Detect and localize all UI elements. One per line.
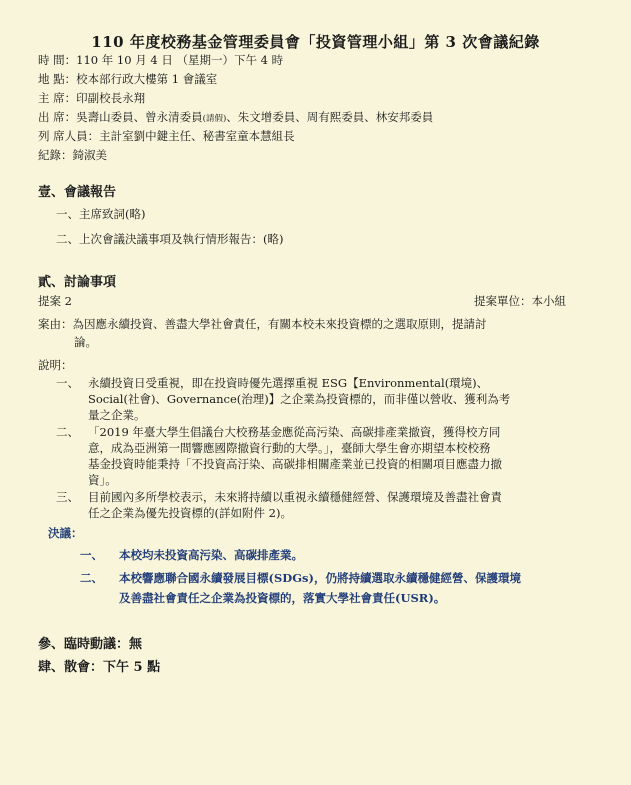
meeting-chair: 主 席：印副校長永翔 xyxy=(38,91,146,105)
resolution-line: 本校響應聯合國永續發展目標(SDGs)，仍將持續選取永續穩健經營、保護環境 xyxy=(119,571,521,585)
explanation-line: 資」。 xyxy=(88,473,117,487)
explanation-number: 一、 xyxy=(56,376,79,390)
explanation-line: 基金投資時能秉持「不投資高汙染、高碳排相關產業並已投資的相關項目應盡力撤 xyxy=(88,457,502,471)
explanation-label: 說明： xyxy=(38,358,73,372)
explanation-line: 「2019 年臺大學生倡議台大校務基金應從高污染、高碳排產業撤資，獲得校方同 xyxy=(88,425,501,439)
page-title: 110 年度校務基金管理委員會「投資管理小組」第 3 次會議紀錄 xyxy=(91,33,540,51)
leave-note: (請假) xyxy=(202,114,227,124)
proposal-cause-cont: 論。 xyxy=(74,335,97,349)
proposal-cause: 案由：為因應永續投資、善盡大學社會責任，有關本校未來投資標的之選取原則，提請討 xyxy=(38,317,487,331)
resolution-number: 一、 xyxy=(80,548,103,562)
report-item: 一、主席致詞(略) xyxy=(56,207,146,221)
explanation-line: 目前國內多所學校表示，未來將持續以重視永續穩健經營、保護環境及善盡社會責 xyxy=(88,490,502,504)
explanation-number: 二、 xyxy=(56,425,79,439)
explanation-line: 永續投資日受重視，即在投資時優先選擇重視 ESG【Environmental(環境)、 xyxy=(88,376,489,390)
proposal-unit: 提案單位：本小組 xyxy=(474,294,566,308)
meeting-observers: 列 席人員：主計室劉中鍵主任、秘書室童本慧組長 xyxy=(38,129,295,143)
section-1-heading: 壹、會議報告 xyxy=(38,185,117,200)
explanation-line: 量之企業。 xyxy=(88,408,146,422)
resolution-number: 二、 xyxy=(80,571,103,585)
meeting-time: 時 間：110 年 10 月 4 日 （星期一）下午 4 時 xyxy=(38,53,284,67)
resolution-line: 本校均未投資高污染、高碳排產業。 xyxy=(119,548,303,562)
resolution-line: 及善盡社會責任之企業為投資標的，落實大學社會責任(USR)。 xyxy=(119,591,446,605)
meeting-attendees: 出 席：吳壽山委員、曾永清委員(請假)、朱文增委員、周有熙委員、林安邦委員 xyxy=(38,110,434,124)
meeting-recorder: 紀錄：錡淑美 xyxy=(38,148,107,162)
explanation-line: 任之企業為優先投資標的(詳如附件 2)。 xyxy=(88,506,292,520)
section-2-heading: 貳、討論事項 xyxy=(38,275,117,290)
resolution-label: 決議： xyxy=(48,526,83,540)
meeting-place: 地 點：校本部行政大樓第 1 會議室 xyxy=(38,72,218,86)
explanation-line: 意，成為亞洲第一間響應國際撤資行動的大學。」，臺師大學生會亦期望本校校務 xyxy=(88,441,491,455)
explanation-line: Social(社會)、Governance(治理)】之企業為投資標的，而非僅以營收、獲利為考 xyxy=(88,392,511,406)
proposal-number: 提案 2 xyxy=(38,294,72,308)
section-4-heading: 肆、散會：下午 5 點 xyxy=(38,660,161,675)
explanation-number: 三、 xyxy=(56,490,79,504)
section-3-heading: 參、臨時動議：無 xyxy=(38,637,143,652)
report-item: 二、上次會議決議事項及執行情形報告：(略) xyxy=(56,232,284,246)
